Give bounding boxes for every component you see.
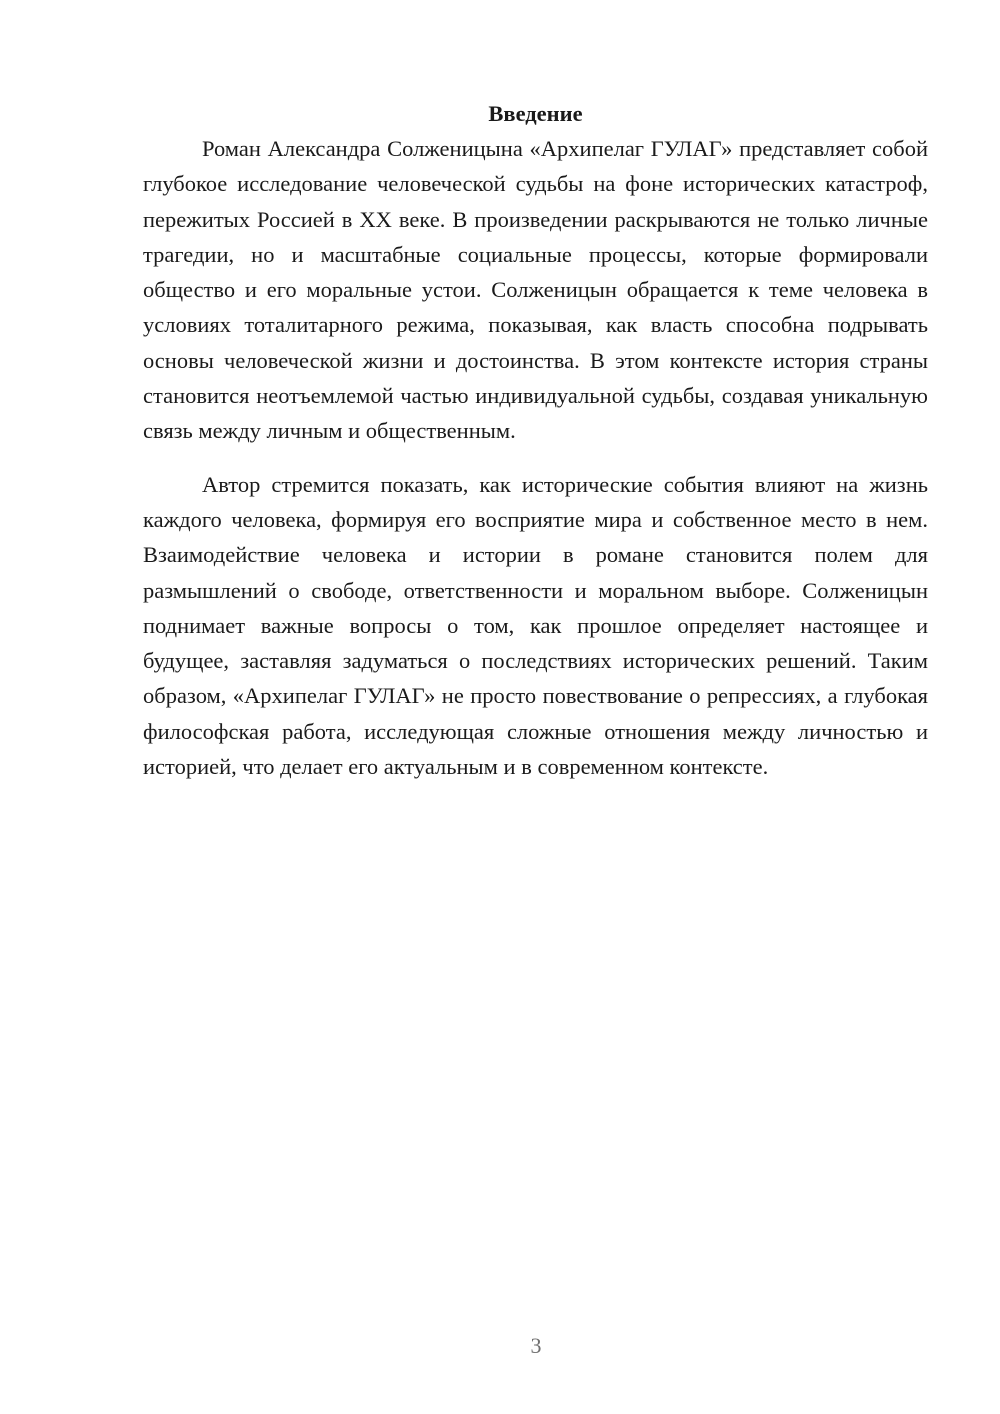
- paragraph-1: Роман Александра Солженицына «Архипелаг ГУЛАГ» представляет собой глубокое исследование человеческой судьбы на фоне исторических катастроф, пережитых Россией в XX веке. В произведении раскрываются не только личные трагедии, но и масштабные социальные процессы, которые формировали общество и его моральные устои. Солженицын обращается к теме человека в условиях тоталитарного режима, показывая, как власть способна подрывать основы человеческой жизни и достоинства. В этом контексте история страны становится неотъемлемой частью индивидуальной судьбы, создавая уникальную связь между личным и общественным.: [143, 136, 928, 444]
- page-content: [143, 96, 928, 784]
- page-number: 3: [530, 1333, 542, 1358]
- section-heading: Введение: [488, 101, 583, 126]
- paragraph-2: Автор стремится показать, как исторические события влияют на жизнь каждого человека, формируя его восприятие мира и собственное место в нем. Взаимодействие человека и истории в романе становится полем для размышлений о свободе, ответственности и моральном выборе. Солженицын поднимает важные вопросы о том, как прошлое определяет настоящее и будущее, заставляя задуматься о последствиях исторических решений. Таким образом, «Архипелаг ГУЛАГ» не просто повествование о репрессиях, а глубокая философская работа, исследующая сложные отношения между личностью и историей, что делает его актуальным и в современном контексте.: [143, 471, 928, 780]
